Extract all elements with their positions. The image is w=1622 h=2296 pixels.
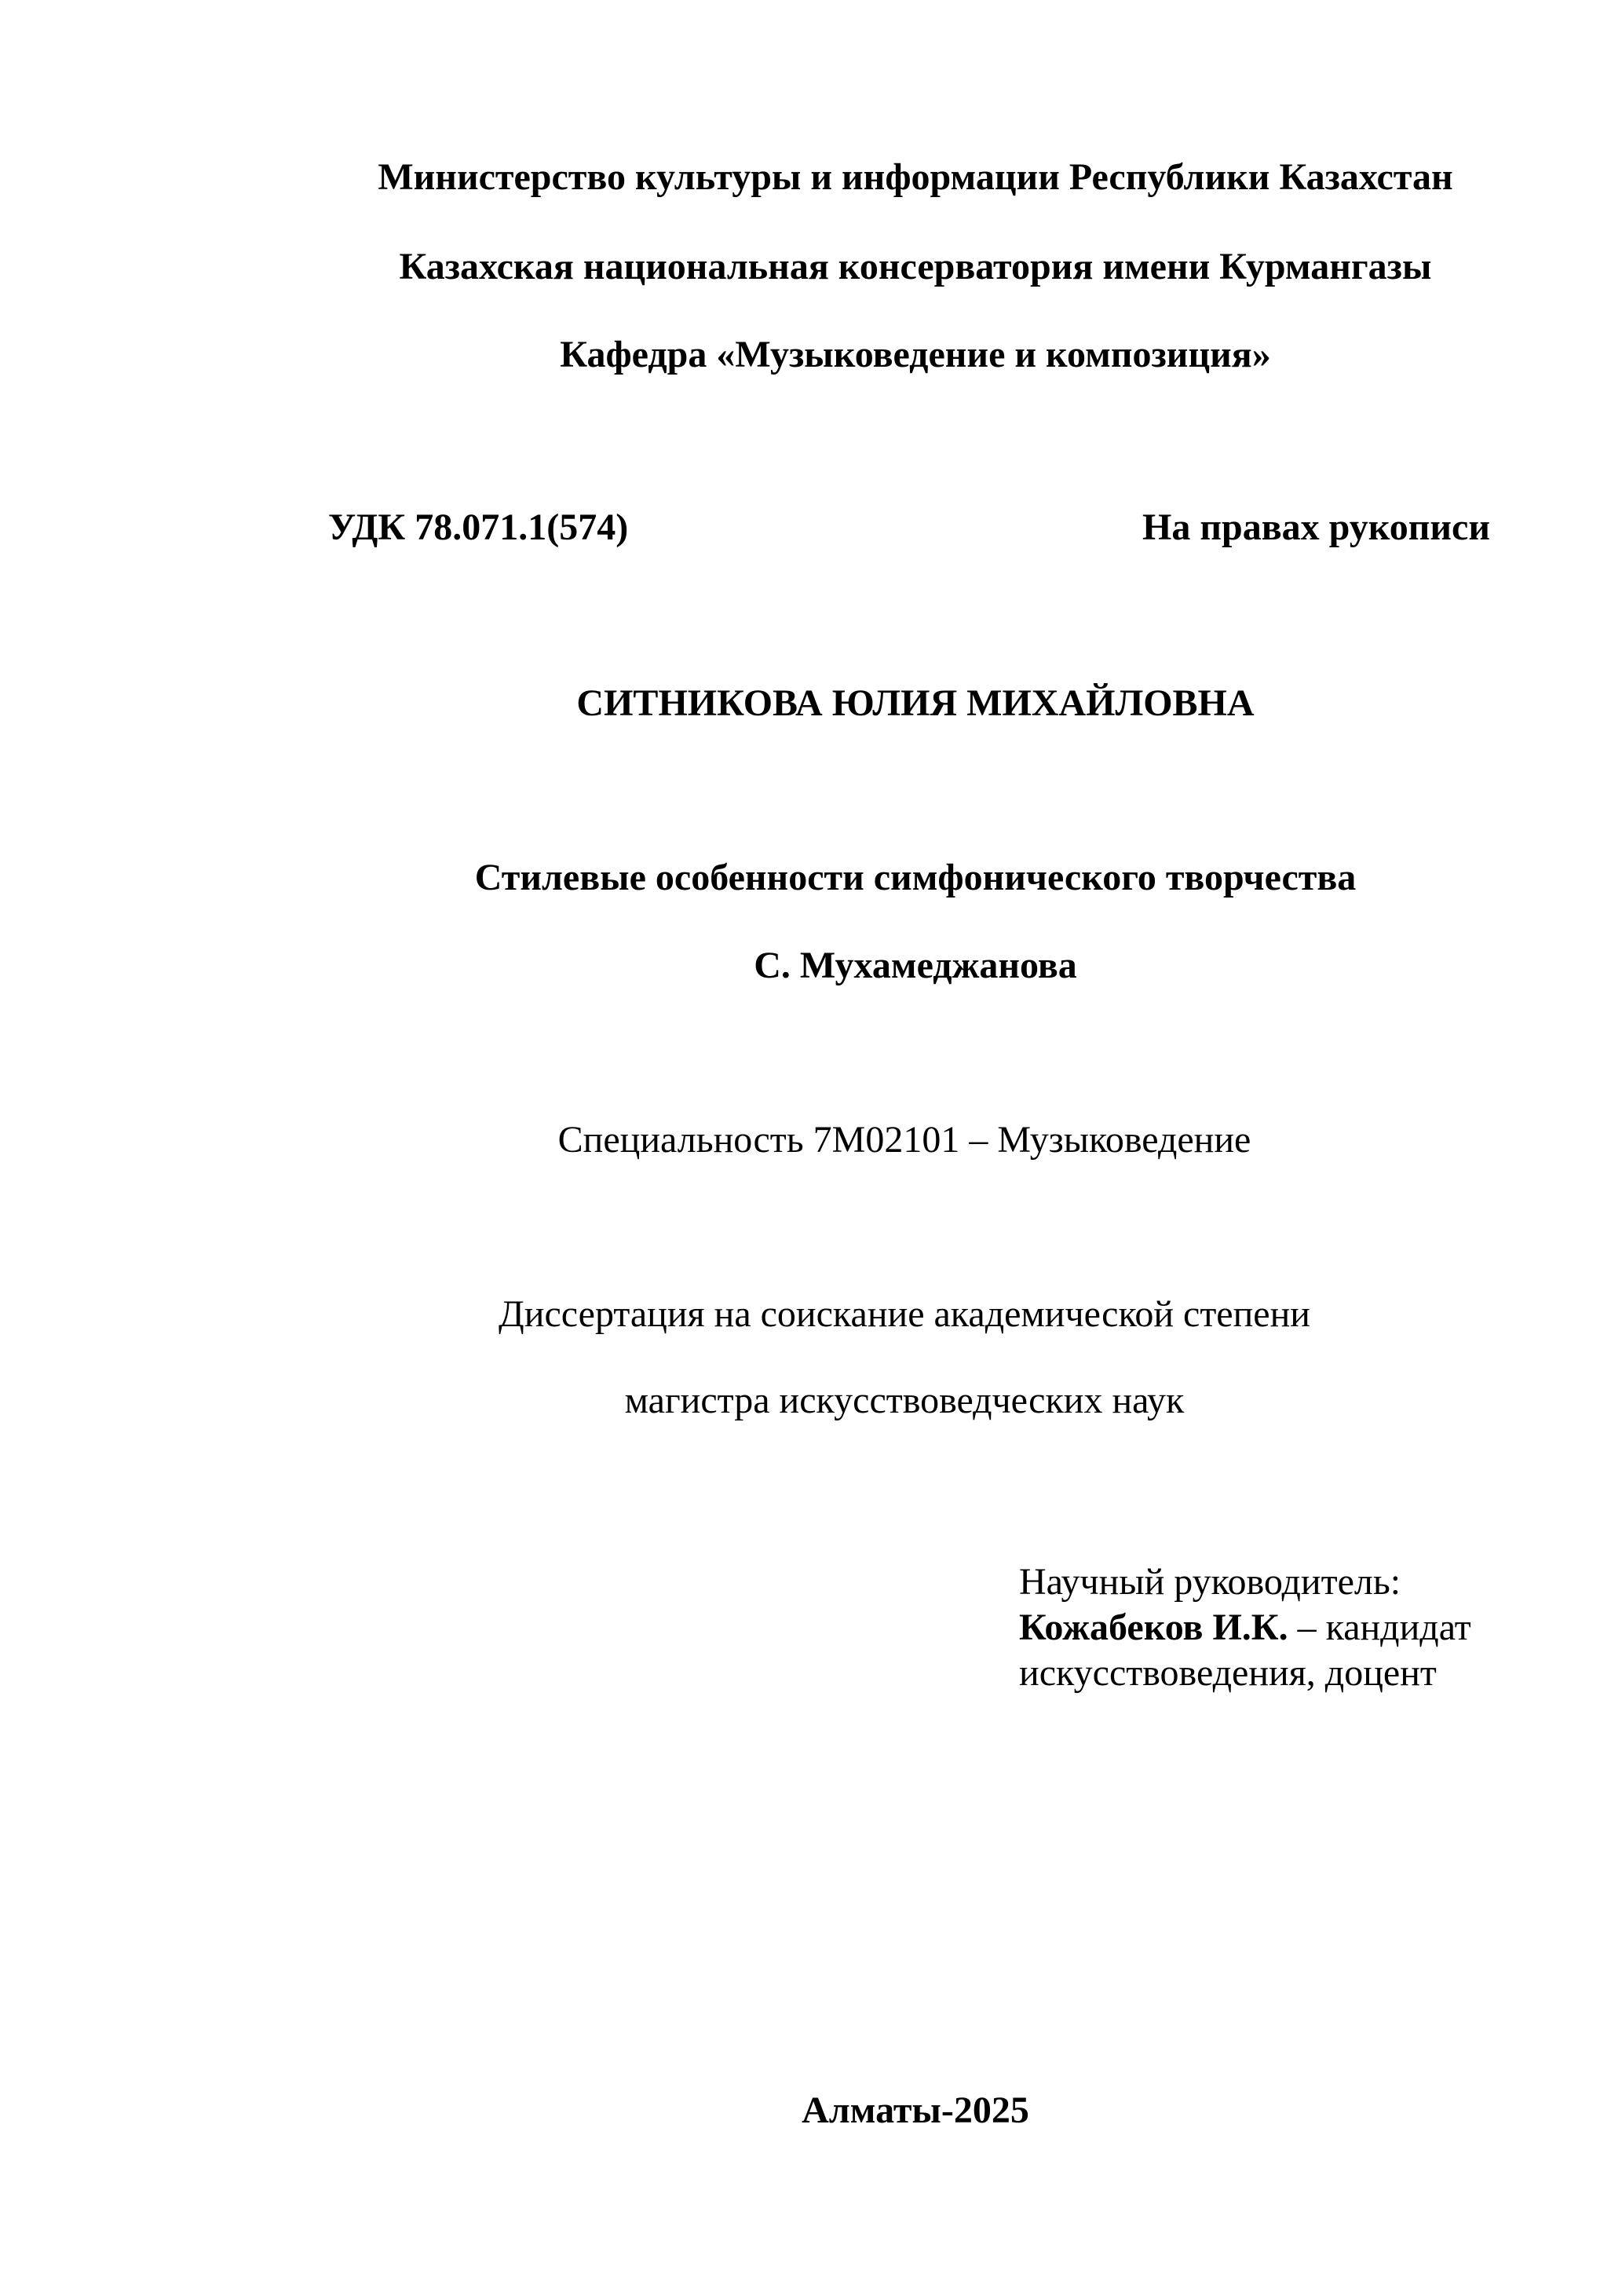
city-year: Алматы-2025: [802, 2089, 1029, 2131]
author-name: СИТНИКОВА ЮЛИЯ МИХАЙЛОВНА: [576, 682, 1255, 724]
manuscript-rights-note: На правах рукописи: [1142, 506, 1490, 548]
ministry-heading: Министерство культуры и информации Республики Казахстан: [378, 156, 1453, 198]
degree-line-1: Диссертация на соискание академической степени: [499, 1293, 1310, 1335]
supervisor-name: Кожабеков И.К.: [1019, 1607, 1288, 1648]
supervisor-title-part-2: искусствоведения, доцент: [1019, 1652, 1437, 1694]
department-heading: Кафедра «Музыковедение и композиция»: [560, 334, 1271, 375]
degree-line-2: магистра искусствоведческих наук: [624, 1380, 1185, 1421]
thesis-title-line-2: С. Мухамеджанова: [754, 945, 1077, 986]
supervisor-name-line: [1019, 1605, 1471, 1651]
supervisor-label: Научный руководитель:: [1019, 1561, 1401, 1603]
conservatory-heading: Казахская национальная консерватория имени Курмангазы: [399, 246, 1432, 287]
supervisor-title-part-1: – кандидат: [1288, 1607, 1471, 1648]
thesis-title-line-1: Стилевые особенности симфонического творчества: [474, 857, 1357, 898]
udk-code: УДК 78.071.1(574): [328, 506, 629, 548]
specialty-line: Специальность 7М02101 – Музыковедение: [557, 1119, 1251, 1161]
